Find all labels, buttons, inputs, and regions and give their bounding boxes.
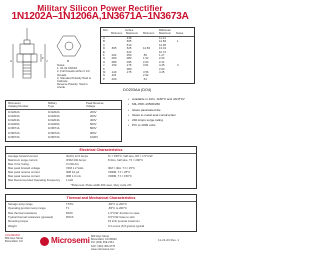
catalog-number: 1N1202A bbox=[8, 110, 20, 114]
inch-min: .080 bbox=[111, 59, 117, 64]
dim-letter: G bbox=[103, 56, 106, 61]
dim-note: 3 bbox=[177, 63, 179, 68]
dim-letter: K bbox=[103, 66, 105, 71]
catalog-number: 1N3672A bbox=[8, 130, 20, 135]
inch-min: .505 bbox=[111, 46, 117, 51]
electrical-row bbox=[8, 179, 194, 182]
mm-max: 2.41 bbox=[159, 59, 165, 64]
logo-sub-line: Broomfield, CO bbox=[5, 240, 23, 244]
electrical-heading: Electrical Characteristics bbox=[79, 148, 123, 152]
dim-letter: E bbox=[103, 49, 105, 54]
parameter-name: Storage temp range bbox=[8, 202, 33, 206]
max-subheader: Maximum bbox=[159, 31, 172, 35]
electrical-note: *Pulse test: Pulse width 300 usec, Duty cycle 2% bbox=[70, 182, 132, 187]
notes-subheader: Notes bbox=[176, 31, 184, 35]
inch-max: .422 bbox=[126, 49, 132, 54]
document-title: 1N1202A–1N1206A,1N3671A–1N3673A bbox=[11, 11, 189, 22]
parameter-value: IRM 10 µA bbox=[66, 170, 80, 174]
company-address bbox=[91, 235, 149, 251]
catalog-table bbox=[5, 100, 122, 142]
mm-max: 12.95 bbox=[159, 42, 166, 47]
inch-min: .150 bbox=[111, 63, 117, 68]
inch-max: .050 bbox=[126, 53, 132, 57]
mm-min: .51 bbox=[143, 76, 147, 81]
parameter-value: VFM 1.2 Volts bbox=[66, 166, 84, 170]
mm-min: 2.03 bbox=[143, 59, 149, 64]
catalog-number: 1N1203A bbox=[8, 114, 20, 119]
note-line: Notes: bbox=[57, 63, 66, 67]
logo-subtext bbox=[5, 234, 39, 244]
microsemi-logo-icon bbox=[40, 237, 49, 246]
feature-item: • 240 Amps surge rating bbox=[128, 118, 198, 123]
inch-max: .095 bbox=[126, 59, 132, 64]
address-line: Broomfield, CO 80020 bbox=[91, 238, 117, 242]
peak-reverse-voltage: 300V bbox=[90, 114, 97, 119]
parameter-name: Max peak reverse current bbox=[8, 170, 40, 174]
dimensions-table bbox=[100, 27, 195, 84]
parameter-name: Max I²t for fusing bbox=[8, 162, 29, 166]
mm-max: 2.03 bbox=[159, 56, 165, 61]
dim-letter: D bbox=[103, 46, 106, 51]
military-type-header: Military Type bbox=[48, 101, 57, 109]
catalog-row bbox=[8, 111, 119, 114]
note-line: threads bbox=[57, 72, 67, 77]
feature-item: • Glass to metal seal construction bbox=[128, 113, 198, 118]
svg-text:B: B bbox=[67, 59, 70, 63]
min-subheader: Minimum bbox=[143, 31, 155, 35]
mm-min: 1.52 bbox=[143, 56, 149, 61]
millimeter-header: Millimeter bbox=[159, 28, 171, 32]
military-type: 1N1202A bbox=[48, 110, 60, 114]
dim-letter: A bbox=[103, 36, 105, 40]
dim-letter: M bbox=[103, 70, 106, 74]
catalog-row bbox=[8, 119, 119, 122]
mm-max: 4.45 bbox=[159, 63, 165, 68]
inch-max: .175 bbox=[126, 70, 132, 74]
peak-reverse-voltage: 600V bbox=[90, 122, 97, 127]
inch-max: .080 bbox=[126, 56, 132, 61]
test-condition: Tc = 150°C, half sine, Rθ = 1.5°C/W bbox=[108, 154, 153, 158]
company-logo-name: Microsemi bbox=[51, 236, 90, 245]
mm-max: 2.03 bbox=[159, 66, 165, 71]
inch-max: .175 bbox=[126, 63, 132, 68]
parameter-name: Operating junction temp range bbox=[8, 206, 46, 211]
parameter-value: 0.2 ounce (5.6 grams) typical bbox=[108, 223, 145, 228]
parameter-name: Max thermal resistance bbox=[8, 210, 37, 215]
note-line: Anode bbox=[57, 85, 66, 90]
mm-min: 12.83 bbox=[143, 46, 150, 51]
parameter-value: 1.5°C/W Junction to case bbox=[108, 210, 140, 215]
note-line: 1. 10-32 UNF3A bbox=[57, 66, 78, 71]
peak-reverse-voltage: 800V bbox=[90, 126, 97, 131]
electrical-row bbox=[8, 159, 194, 162]
parameter-symbol: RθCS bbox=[66, 214, 74, 219]
min-subheader: Minimum bbox=[111, 31, 123, 35]
peak-reverse-voltage: 400V bbox=[90, 118, 97, 123]
package-label: DO203AA (DO4) bbox=[123, 88, 152, 92]
parameter-symbol: RθJC bbox=[66, 210, 73, 215]
military-type: 1N1203A bbox=[48, 114, 60, 119]
inches-header: Inches bbox=[125, 28, 134, 32]
dim-letter: N bbox=[103, 73, 106, 78]
test-condition: IFM = 40A, TJ = 25°C bbox=[108, 166, 136, 170]
inch-min: .115 bbox=[111, 73, 117, 78]
thermal-row bbox=[8, 216, 194, 219]
mm-min: 3.56 bbox=[143, 70, 149, 74]
electrical-characteristics-table bbox=[5, 146, 197, 189]
peak-reverse-voltage: 1000V bbox=[90, 134, 99, 139]
catalog-number: 1N1206A bbox=[8, 122, 20, 127]
peak-reverse-voltage-header: Peak Reverse Voltage bbox=[86, 101, 104, 109]
catalog-number: 1N3671A bbox=[8, 126, 20, 131]
test-condition: VRRM, TJ = 25°C bbox=[108, 170, 131, 174]
mm-min: 3.81 bbox=[143, 63, 149, 68]
mm-max: 12.83 bbox=[159, 39, 166, 44]
mm-max: 13.34 bbox=[159, 46, 166, 51]
thermal-row bbox=[8, 220, 194, 223]
address-line: www.microsemi.com bbox=[91, 247, 115, 251]
svg-text:J: J bbox=[46, 59, 48, 63]
catalog-row bbox=[8, 136, 119, 139]
inch-min: .140 bbox=[111, 70, 117, 74]
feature-item: • MIL-PRF-19500/260 bbox=[128, 102, 198, 107]
parameter-value: 1 kHz bbox=[66, 178, 74, 182]
catalog-number-header: Microsemi Catalog Number bbox=[8, 101, 29, 109]
address-line: FAX: (303) 466-3775 bbox=[91, 244, 116, 248]
dim-note: 1 bbox=[177, 39, 179, 44]
dim-letter: F bbox=[103, 53, 105, 57]
logo-sub-line: 800 Hoyt Street bbox=[5, 237, 24, 241]
parameter-value: IRM 1.0 mA bbox=[66, 174, 81, 178]
inch-min: .060 bbox=[111, 56, 117, 61]
peak-reverse-voltage: 900V bbox=[90, 130, 97, 135]
military-type: 1N3673A bbox=[48, 134, 60, 139]
military-type: 1N1206A bbox=[48, 122, 60, 127]
catalog-row bbox=[8, 132, 119, 135]
inch-max: .525 bbox=[126, 46, 132, 51]
test-condition: VRRM, TJ = 150°C bbox=[108, 174, 132, 178]
catalog-row bbox=[8, 115, 119, 118]
max-subheader: Maximum bbox=[126, 31, 139, 35]
military-type: 1N3672A bbox=[48, 130, 60, 135]
parameter-value: IFSM 240 Amps bbox=[66, 158, 86, 162]
parameter-name: Mounting torque bbox=[8, 219, 29, 224]
inch-max: .438 bbox=[126, 36, 132, 40]
address-line: 800 Hoyt Street bbox=[91, 235, 110, 238]
parameter-value: 0.5°C/W Case to sink bbox=[108, 214, 135, 219]
catalog-number: 1N3673A bbox=[8, 134, 20, 139]
note-line: Reverse Polarity: Stud is bbox=[57, 82, 88, 87]
parameter-name: Max peak forward voltage bbox=[8, 166, 41, 170]
test-condition: 8.3ms, half sine, TJ = 200°C bbox=[108, 158, 144, 162]
thermal-heading: Thermal and Mechanical Characteristics bbox=[66, 196, 136, 200]
parameter-value: I²t 240 A²s bbox=[66, 162, 79, 166]
dimension-row bbox=[103, 78, 192, 82]
dim-letter: J bbox=[103, 63, 105, 68]
catalog-row bbox=[8, 127, 119, 130]
military-type: 1N3671A bbox=[48, 126, 60, 131]
feature-item: • Glass passivated die bbox=[128, 108, 198, 113]
inch-max: .505 bbox=[126, 39, 132, 44]
parameter-value: 15 inch pounds maximum bbox=[108, 219, 140, 224]
parameter-name: Max Recommended Operating Frequency bbox=[8, 178, 61, 182]
feature-list bbox=[128, 97, 198, 129]
parameter-name: Maximum surge current bbox=[8, 158, 38, 162]
dim-letter: P bbox=[103, 76, 105, 81]
parameter-name: Typical thermal resistance (greased) bbox=[8, 214, 54, 219]
inch-max: .080 bbox=[126, 66, 132, 71]
mm-min: .56 bbox=[143, 53, 147, 57]
parameter-symbol: TJ bbox=[66, 206, 70, 211]
dim-letter: C bbox=[103, 42, 106, 47]
peak-reverse-voltage: 200V bbox=[90, 110, 97, 114]
parameter-value: -65°C to 200°C bbox=[108, 202, 127, 206]
dim-header: Dim. bbox=[103, 28, 109, 32]
feature-item: • Available in JAN, JANTX and JANTXV bbox=[128, 97, 198, 102]
note-line: 2. Full threads within 2 1/2 bbox=[57, 69, 90, 74]
note-line: Cathode bbox=[57, 79, 68, 84]
feature-item: • PIV to 1000 volts bbox=[128, 123, 198, 128]
thermal-row bbox=[8, 225, 194, 228]
mm-max: 10.72 bbox=[159, 49, 166, 54]
device-outline-drawing bbox=[5, 26, 95, 94]
catalog-row bbox=[8, 123, 119, 126]
thermal-mechanical-table bbox=[5, 194, 197, 232]
document-subtitle: Military Silicon Power Rectifier bbox=[37, 3, 163, 13]
parameter-name: Weight bbox=[8, 223, 17, 228]
inch-min: .020 bbox=[111, 76, 117, 81]
inch-max: .510 bbox=[126, 42, 132, 47]
dim-letter: B bbox=[103, 39, 105, 44]
document-revision: 11-21-03 Rev. 1 bbox=[158, 238, 180, 242]
catalog-number: 1N1204A bbox=[8, 118, 20, 123]
divider bbox=[6, 201, 196, 202]
mm-max: 11.13 bbox=[159, 36, 166, 40]
mm-max: 4.45 bbox=[159, 70, 165, 74]
note-line: 3. Standard Polarity:Stud is bbox=[57, 75, 91, 80]
military-type: 1N1204A bbox=[48, 118, 60, 123]
inch-min: .022 bbox=[111, 53, 117, 57]
parameter-value: IF(AV) 12.0 Amps bbox=[66, 154, 88, 158]
svg-text:F: F bbox=[42, 56, 44, 60]
mm-max: 1.27 bbox=[159, 53, 165, 57]
mm-min: 2.92 bbox=[143, 73, 149, 78]
logo-sub-line: COLORADO bbox=[5, 234, 20, 237]
svg-text:A: A bbox=[10, 59, 13, 63]
parameter-name: Average forward current bbox=[8, 154, 38, 158]
dim-letter: H bbox=[103, 59, 106, 64]
drawing-notes bbox=[57, 64, 97, 90]
parameter-value: -65°C to 200°C bbox=[108, 206, 127, 211]
address-line: PH: (303) 469-2161 bbox=[91, 241, 114, 245]
divider bbox=[6, 109, 121, 110]
parameter-symbol: TSTG bbox=[66, 202, 74, 206]
parameter-name: Max peak reverse current bbox=[8, 174, 40, 178]
